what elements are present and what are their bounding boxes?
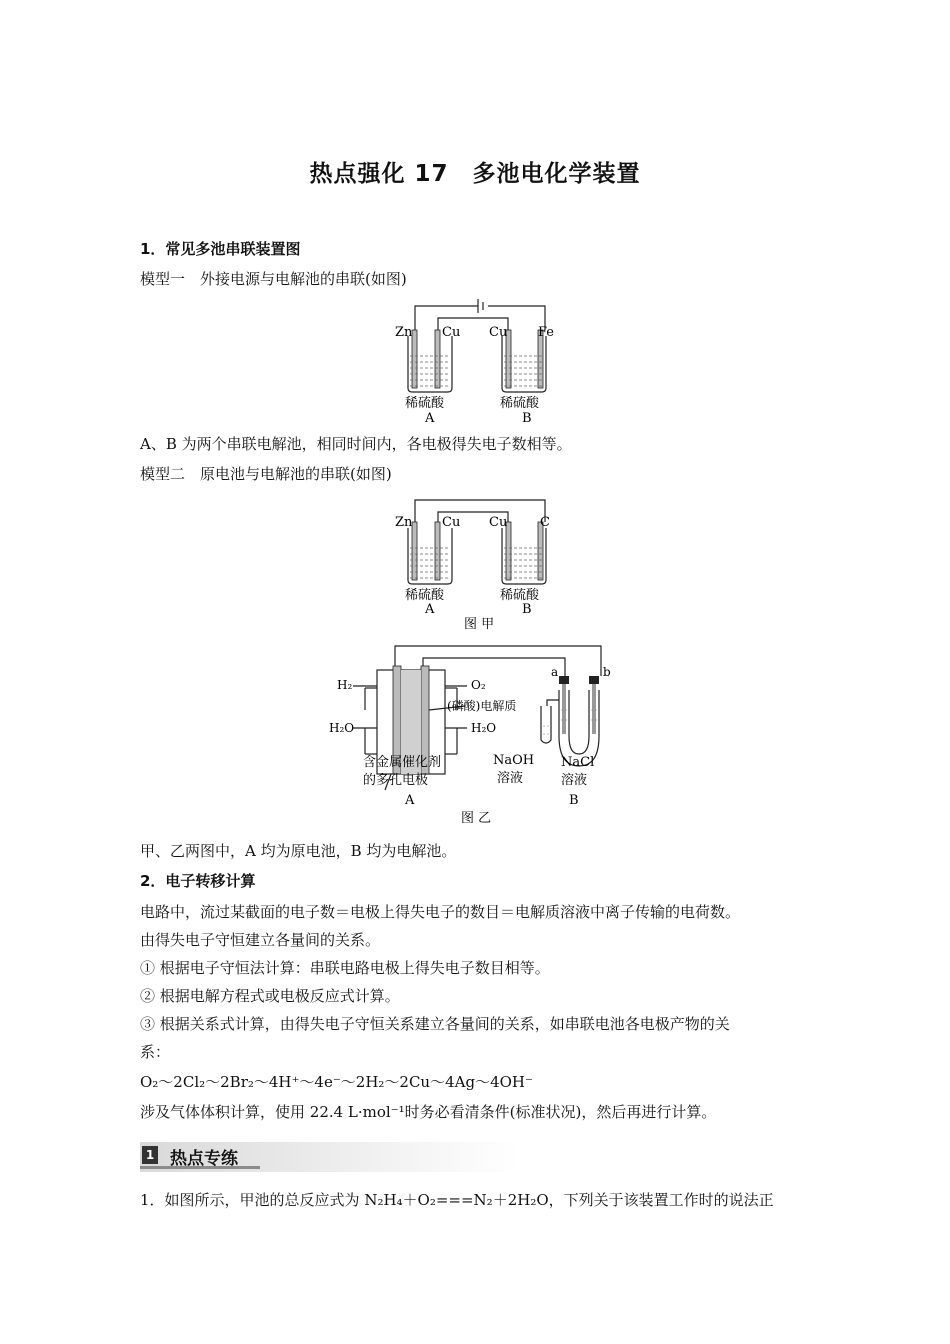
section2-item3a: ③ 根据关系式计算，由得失电子守恒关系建立各量间的关系，如串联电池各电极产物的关 — [140, 1015, 730, 1033]
solution-b: 稀硫酸 — [500, 396, 540, 411]
label-h2: H₂ — [337, 678, 353, 692]
label-electrolyte: (磷酸)电解质 — [447, 699, 517, 713]
electrode-zn — [412, 522, 417, 580]
solution-a: 稀硫酸 — [405, 588, 445, 603]
label-cell-a: A — [405, 793, 415, 808]
label-cu-a: Cu — [442, 325, 461, 340]
cell-a: A — [425, 602, 435, 617]
label-a: a — [551, 665, 559, 679]
label-h2o-left: H₂O — [329, 721, 355, 735]
cell-b: B — [522, 411, 532, 426]
label-electrode-desc-2: 的多孔电极 — [363, 773, 429, 788]
label-nacl-2: 溶液 — [561, 773, 588, 788]
section2-item2: ② 根据电解方程式或电极反应式计算。 — [140, 987, 400, 1005]
label-naoh-1: NaOH — [493, 753, 535, 768]
model1-note: A、B 为两个串联电解池，相同时间内，各电极得失电子数相等。 — [140, 435, 572, 453]
electrode-zn — [412, 330, 417, 388]
stopper-b — [589, 676, 599, 684]
model2-label: 模型二 原电池与电解池的串联(如图) — [140, 465, 392, 483]
banner-number-icon: 1 — [142, 1146, 158, 1164]
caption-jia: 图 甲 — [464, 617, 495, 632]
side-arm — [547, 700, 559, 706]
label-zn: Zn — [395, 325, 413, 340]
section2-heading: 2．电子转移计算 — [140, 872, 256, 890]
figure-yi — [325, 640, 630, 832]
solution-a: 稀硫酸 — [405, 396, 445, 411]
caption-yi: 图 乙 — [461, 811, 492, 826]
wire-inner — [423, 658, 565, 676]
model2-note: 甲、乙两图中，A 均为原电池，B 均为电解池。 — [140, 842, 457, 860]
section2-item3b: 系： — [140, 1043, 171, 1061]
label-cu-b: Cu — [489, 515, 508, 530]
electrode-cu-a — [435, 330, 440, 388]
gas-volume-note: 涉及气体体积计算，使用 22.4 L·mol⁻¹时务必看清条件(标准状况)，然后再进行计算。 — [140, 1103, 717, 1121]
model1-label: 模型一 外接电源与电解池的串联(如图) — [140, 270, 407, 288]
section1-heading: 1．常见多池串联装置图 — [140, 240, 301, 258]
label-naoh-2: 溶液 — [497, 771, 524, 786]
label-electrode-desc-1: 含金属催化剂 — [363, 755, 442, 770]
figure-model1 — [390, 296, 570, 426]
section2-p2: 由得失电子守恒建立各量间的关系。 — [140, 931, 381, 949]
u-tube-inner — [569, 690, 589, 754]
page-title: 热点强化 17 多池电化学装置 — [309, 161, 641, 187]
relation-formula: O₂～2Cl₂～2Br₂～4H⁺～4e⁻～2H₂～2Cu～4Ag～4OH⁻ — [140, 1073, 533, 1091]
stopper-a — [559, 676, 569, 684]
solution-b: 稀硫酸 — [500, 588, 540, 603]
label-o2: O₂ — [471, 678, 486, 692]
electrode-cu-b — [506, 522, 511, 580]
label-fe: Fe — [538, 325, 555, 340]
figure-jia — [390, 496, 570, 634]
electrode-a — [562, 684, 566, 734]
label-cu-b: Cu — [489, 325, 508, 340]
label-nacl-1: NaCl — [561, 755, 595, 770]
banner-title: 热点专练 — [170, 1149, 238, 1169]
label-cu-a: Cu — [442, 515, 461, 530]
electrode-b — [592, 684, 596, 734]
cell-a: A — [425, 411, 435, 426]
label-c: C — [540, 515, 550, 530]
cell-b: B — [522, 602, 532, 617]
wire-outer — [415, 500, 545, 522]
test-tube — [541, 706, 551, 743]
label-b: b — [603, 665, 611, 679]
electrode-c — [538, 522, 543, 580]
label-h2o-right: H₂O — [471, 721, 497, 735]
electrode-cu-a — [435, 522, 440, 580]
section2-item1: ① 根据电子守恒法计算：串联电路电极上得失电子数目相等。 — [140, 959, 550, 977]
label-cell-b: B — [569, 793, 579, 808]
question-1: 1．如图所示，甲池的总反应式为 N₂H₄＋O₂===N₂＋2H₂O，下列关于该装置工作时的说法正 — [140, 1191, 774, 1209]
section2-p1: 电路中，流过某截面的电子数＝电极上得失电子的数目＝电解质溶液中离子传输的电荷数。 — [140, 903, 741, 921]
practice-banner — [140, 1142, 520, 1172]
label-zn: Zn — [395, 515, 413, 530]
